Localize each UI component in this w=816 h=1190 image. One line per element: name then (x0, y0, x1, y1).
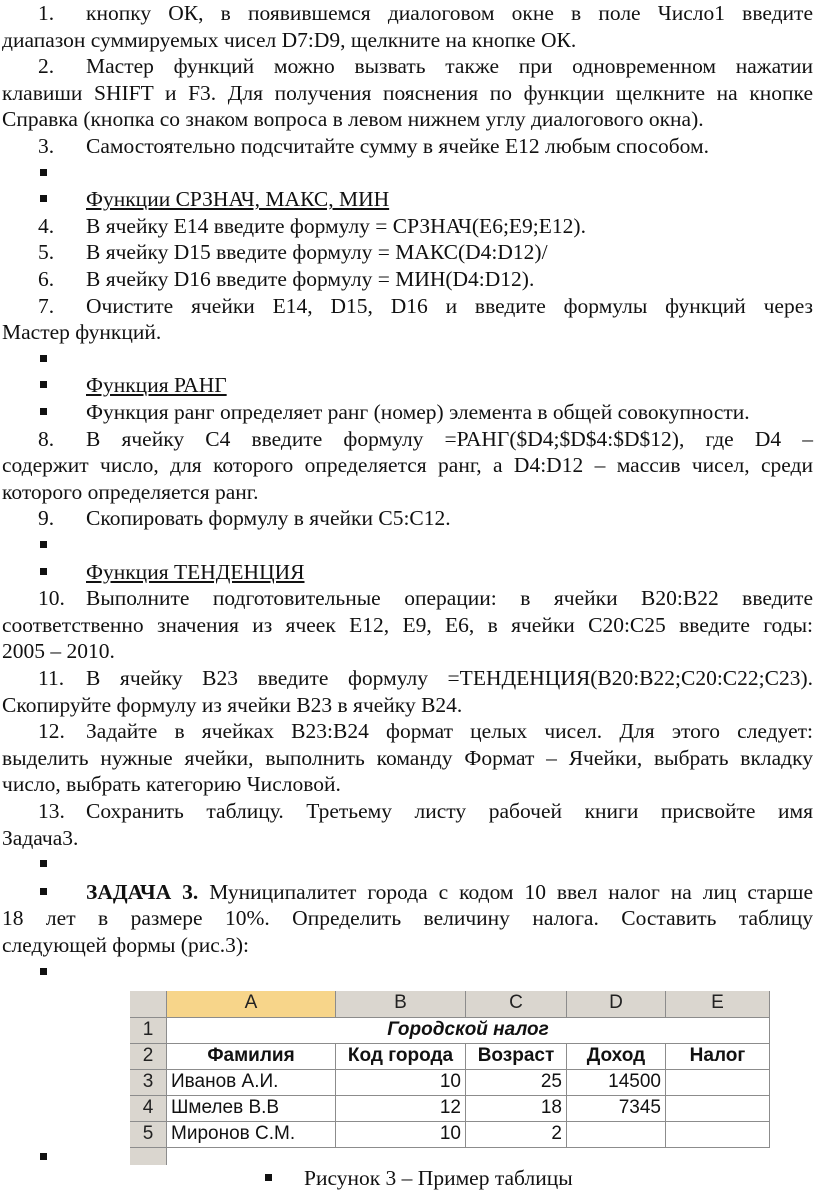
data-cell[interactable] (567, 1122, 666, 1148)
item-number: 1. (38, 1, 55, 25)
item-number: 13. (38, 799, 65, 823)
column-header-c[interactable]: C (466, 991, 567, 1018)
task-text: 18 лет в размере 10%. Определить величину налога. Составить таблицу (2, 906, 813, 931)
row-header-partial (130, 1148, 167, 1165)
data-cell[interactable]: 10 (336, 1122, 466, 1148)
figure-caption (258, 1166, 573, 1190)
item-text: В ячейку Е14 введите формулу = СРЗНАЧ(Е6;Е9;Е12). (86, 213, 586, 238)
data-cell[interactable]: 25 (466, 1070, 567, 1096)
bullet-icon (40, 195, 47, 202)
data-cell[interactable]: 18 (466, 1096, 567, 1122)
data-cell[interactable]: 2 (466, 1122, 567, 1148)
item-number: 9. (38, 506, 55, 531)
bullet-icon (265, 1174, 272, 1181)
header-cell[interactable]: Налог (666, 1044, 770, 1070)
item-text: соответственно значения из ячеек Е12, Е9, Е6, в ячейки С20:С25 введите годы: (2, 612, 813, 637)
item-text: число, выбрать категорию Числовой. (2, 772, 341, 797)
task-label: ЗАДАЧА 3. (86, 879, 199, 904)
data-cell[interactable] (666, 1070, 770, 1096)
data-cell[interactable]: Иванов А.И. (167, 1070, 336, 1096)
bullet-icon (40, 968, 47, 975)
select-all-corner[interactable] (130, 991, 167, 1018)
item-number: 6. (38, 267, 55, 291)
row-header-5[interactable]: 5 (130, 1122, 167, 1148)
item-text: Выполните подготовительные операции: в ячейки В20:В22 введите (86, 586, 813, 611)
item-text: которого определяется ранг. (2, 479, 259, 504)
item-number: 5. (38, 240, 55, 265)
bullet-icon (40, 408, 47, 415)
item-text: Функция ранг определяет ранг (номер) элемента в общей совокупности. (86, 400, 750, 424)
item-text: кнопку ОК, в появившемся диалоговом окне в поле Число1 введите (86, 1, 813, 25)
row-header-2[interactable]: 2 (130, 1044, 167, 1070)
bullet-icon (40, 860, 47, 867)
header-cell[interactable]: Код города (336, 1044, 466, 1070)
item-text: диапазон суммируемых чисел D7:D9, щелкните на кнопке ОК. (2, 27, 577, 52)
item-text: клавиши SHIFT и F3. Для получения пояснения по функции щелкните на кнопке (2, 80, 813, 105)
spreadsheet-figure (130, 991, 772, 1165)
item-text: Мастер функций можно вызвать также при одновременном нажатии (86, 54, 813, 79)
item-number: 10. (38, 586, 65, 611)
data-cell[interactable]: 10 (336, 1070, 466, 1096)
data-cell[interactable]: Шмелев В.В (167, 1096, 336, 1122)
data-cell[interactable]: Миронов С.М. (167, 1122, 336, 1148)
item-text: Очистите ячейки Е14, D15, D16 и введите формулы функций через (86, 293, 813, 318)
bullet-icon (40, 1153, 47, 1160)
data-cell[interactable] (666, 1096, 770, 1122)
section-heading: Функции СРЗНАЧ, МАКС, МИН (86, 187, 390, 212)
column-header-d[interactable]: D (567, 991, 666, 1018)
item-text: Задача3. (2, 825, 79, 850)
item-text: Справка (кнопка со знаком вопроса в левом нижнем углу диалогового окна). (2, 107, 704, 132)
bullet-icon (40, 888, 47, 895)
item-number: 11. (38, 666, 65, 690)
data-cell[interactable]: 7345 (567, 1096, 666, 1122)
header-cell[interactable]: Фамилия (167, 1044, 336, 1070)
row-header-1[interactable]: 1 (130, 1018, 167, 1044)
item-text: содержит число, для которого определяется ранг, а D4:D12 – массив чисел, среди (2, 453, 813, 478)
item-text: В ячейку D16 введите формулу = МИН(D4:D12). (86, 267, 535, 291)
bullet-icon (40, 381, 47, 388)
item-number: 3. (38, 134, 55, 158)
item-text: Скопируйте формулу из ячейки В23 в ячейку В24. (2, 692, 463, 717)
bullet-icon (40, 355, 47, 362)
caption-text: Рисунок 3 – Пример таблицы (304, 1166, 573, 1190)
item-text: выделить нужные ячейки, выполнить команду Формат – Ячейки, выбрать вкладку (2, 745, 813, 770)
header-cell[interactable]: Возраст (466, 1044, 567, 1070)
item-number: 2. (38, 54, 55, 79)
item-text: Задайте в ячейках В23:В24 формат целых чисел. Для этого следует: (86, 719, 813, 744)
header-cell[interactable]: Доход (567, 1044, 666, 1070)
task-text: ЗАДАЧА 3. Муниципалитет города с кодом 10 ввел налог на лиц старше (86, 879, 813, 904)
section-heading: Функция ТЕНДЕНЦИЯ (86, 559, 305, 584)
item-number: 12. (38, 719, 65, 744)
item-text: Самостоятельно подсчитайте сумму в ячейке Е12 любым способом. (86, 134, 710, 158)
data-cell[interactable]: 12 (336, 1096, 466, 1122)
table-title[interactable]: Городской налог (167, 1018, 770, 1044)
item-text: Сохранить таблицу. Третьему листу рабочей книги присвойте имя (86, 799, 813, 823)
data-cell[interactable] (666, 1122, 770, 1148)
column-header-b[interactable]: B (336, 991, 466, 1018)
item-text: Скопировать формулу в ячейки С5:С12. (86, 506, 451, 531)
item-text: В ячейку D15 введите формулу = МАКС(D4:D12)/ (86, 240, 548, 265)
section-heading: Функция РАНГ (86, 373, 227, 398)
item-text: 2005 – 2010. (2, 639, 115, 664)
row-header-3[interactable]: 3 (130, 1070, 167, 1096)
item-text: В ячейку С4 введите формулу =РАНГ($D4;$D$4:$D$12), где D4 – (86, 426, 813, 451)
column-header-e[interactable]: E (666, 991, 770, 1018)
item-text: В ячейку В23 введите формулу =ТЕНДЕНЦИЯ(В20:В22;С20:С22;С23). (86, 666, 813, 690)
item-text: Мастер функций. (2, 320, 162, 345)
bullet-icon (40, 169, 47, 176)
item-number: 7. (38, 293, 55, 318)
row-header-4[interactable]: 4 (130, 1096, 167, 1122)
bullet-icon (40, 568, 47, 575)
task-text: следующей формы (рис.3): (2, 933, 250, 957)
item-number: 4. (38, 213, 55, 238)
column-header-a[interactable]: A (167, 991, 336, 1018)
bullet-icon (40, 541, 47, 548)
data-cell[interactable]: 14500 (567, 1070, 666, 1096)
item-number: 8. (38, 426, 55, 451)
